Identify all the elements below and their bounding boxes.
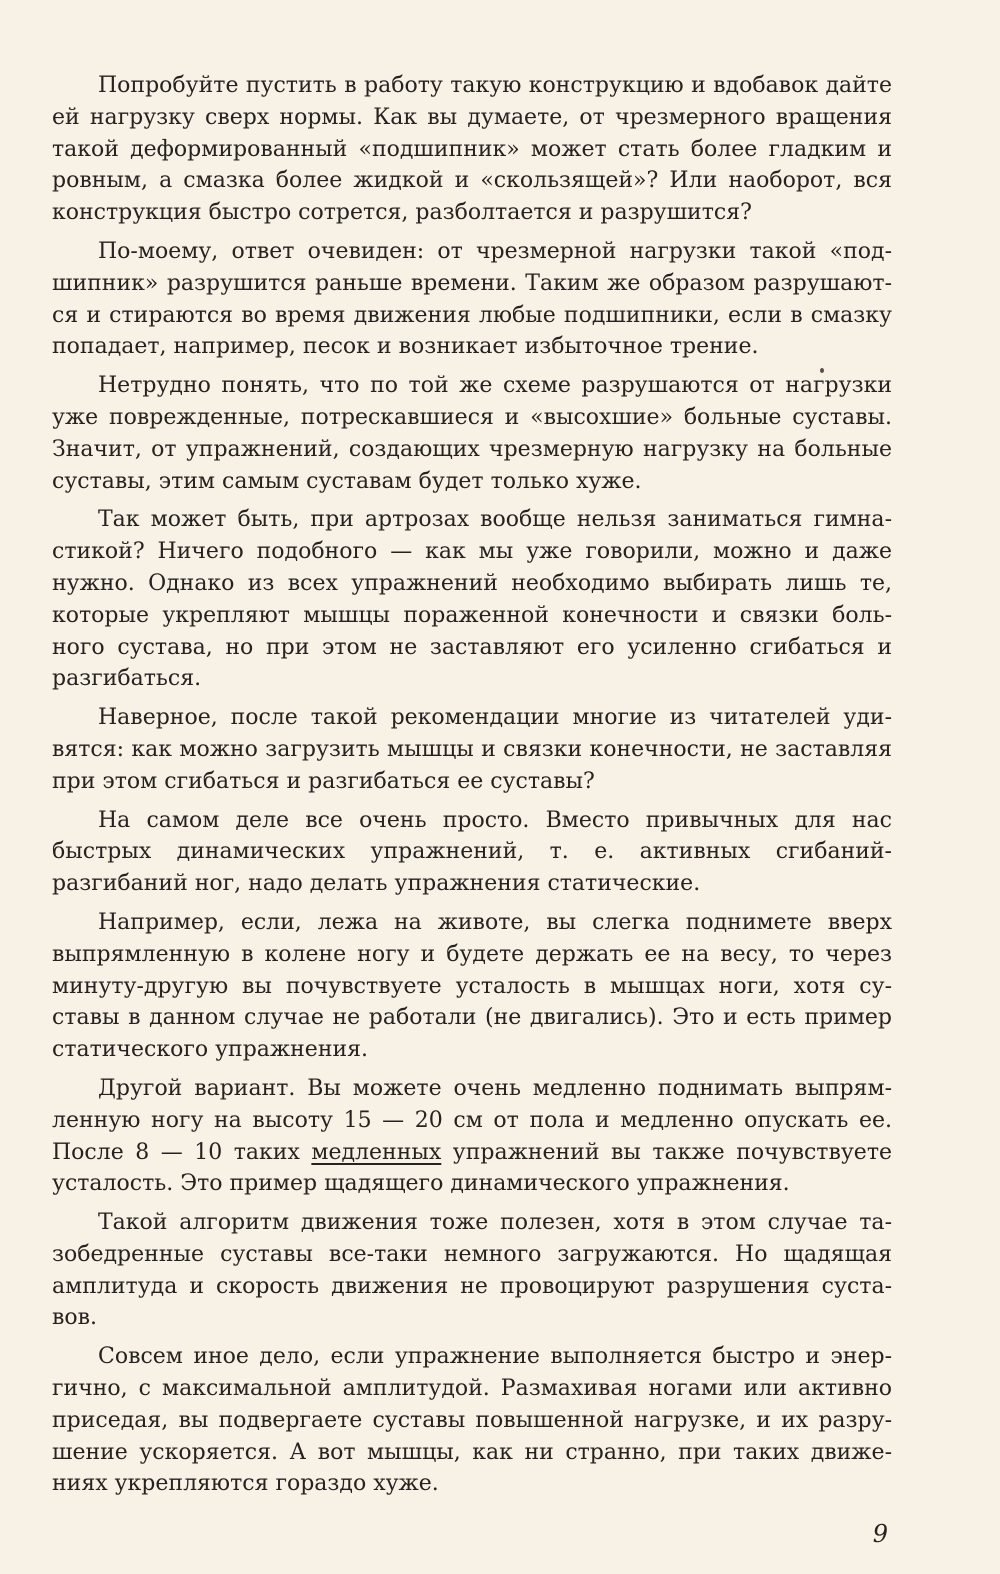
paragraph-8	[52, 1073, 892, 1200]
paragraph-3: Нетрудно понять, что по той же схеме разрушаются от нагрузки уже поврежденные, потрескавшиеся и «высохшие» больные суставы. Значит, от упражнений, создающих чрезмерную нагрузку на больные суставы, этим самым суставам будет только хуже.	[52, 373, 892, 494]
paragraph-5: Наверное, после такой рекомендации многие из читателей удивятся: как можно загрузить мышцы и связки конечности, не заставляя при этом сгибаться и разгибаться ее суставы?	[52, 705, 892, 794]
paragraph-8-end: упражнений вы также почувствуете усталость. Это пример щадящего динамического упражнения.	[52, 1139, 893, 1197]
paragraph-7: Например, если, лежа на животе, вы слегка поднимете вверх выпрямленную в колене ногу и будете держать ее на весу, то через минуту-другую вы почувствуете усталость в мышцах ноги, хотя суставы в данном случае не работали (не двигались). Это и есть пример статического упражнения.	[52, 909, 892, 1063]
print-speck	[820, 368, 824, 373]
paragraph-6: На самом деле все очень просто. Вместо привычных для нас быстрых динамических упражнений, т. е. активных сгибаний-разгибаний ног, надо делать упражнения статические.	[52, 807, 892, 897]
paragraph-2: По-моему, ответ очевиден: от чрезмерной нагрузки такой «подшипник» разрушится раньше времени. Таким же образом разрушаются и стираются во время движения любые подшипники, если в смазку попадает, например, песок и возникает избыточное трение.	[52, 238, 892, 360]
underlined-word: медленных	[311, 1139, 442, 1165]
paragraph-8-start: Другой вариант. Вы можете очень медленно поднимать выпрямленную ногу на высоту 15 — 20 см от пола и медленно опускать ее. После 8 — 10 таких	[52, 1075, 892, 1165]
paragraph-1: Попробуйте пустить в работу такую конструкцию и вдобавок дайте ей нагрузку сверх нормы. Как вы думаете, от чрезмерного вращения такой деформированный «подшипник» может стать более гладким и ровным, а смазка более жидкой и «скользящей»? Или наоборот, вся конструкция быстро сотрется, разболтается и разрушится?	[52, 73, 892, 226]
paragraph-10: Совсем иное дело, если упражнение выполняется быстро и энергично, с максимальной амплитудой. Размахивая ногами или активно приседая, вы подвергаете суставы повышенной нагрузке, и их разрушение ускоряется. А вот мышцы, как ни странно, при таких движениях укрепляются гораздо хуже.	[52, 1344, 892, 1497]
paragraph-4: Так может быть, при артрозах вообще нельзя заниматься гимнастикой? Ничего подобного — как мы уже говорили, можно и даже нужно. Однако из всех упражнений необходимо выбирать лишь те, которые укрепляют мышцы пораженной конечности и связки больного сустава, но при этом не заставляют его усиленно сгибаться и разгибаться.	[52, 507, 892, 692]
page-body	[52, 70, 892, 1507]
page-number: 9	[872, 1520, 888, 1548]
paragraph-9: Такой алгоритм движения тоже полезен, хотя в этом случае тазобедренные суставы все-таки немного загружаются. Но щадящая амплитуда и скорость движения не провоцируют разрушения суставов.	[52, 1210, 892, 1331]
